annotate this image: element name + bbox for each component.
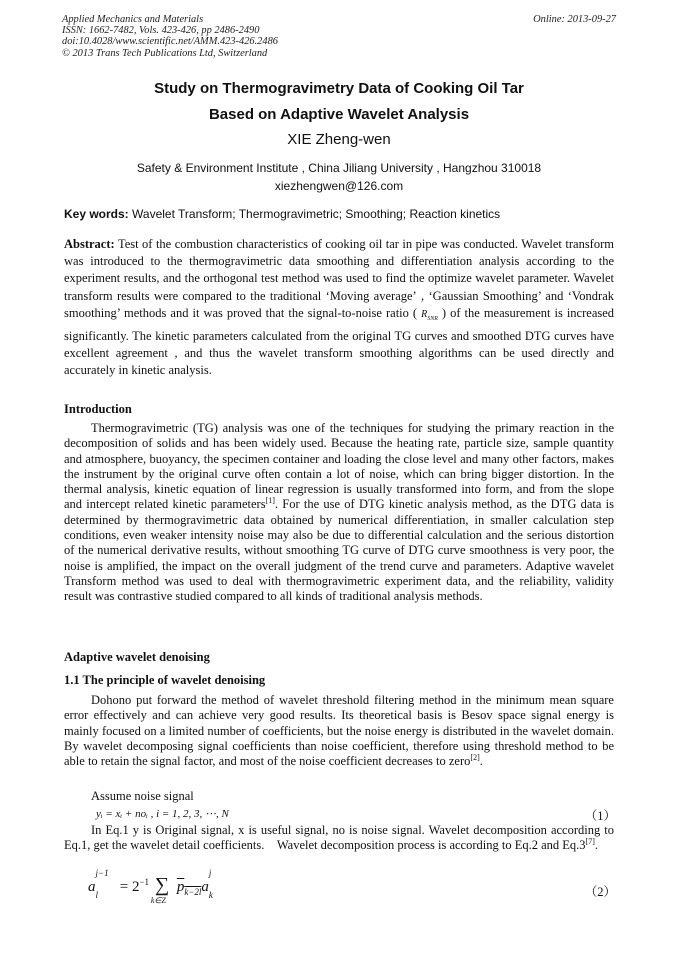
citation-7: [7]: [585, 837, 595, 847]
issn-line: ISSN: 1662-7482, Vols. 423-426, pp 2486-2490: [62, 25, 260, 37]
principle-paragraph: Dohono put forward the method of wavelet threshold filtering method in the minimum mean square error effectively and can achieve very good results. Its theoretical basis is Besov space signal energy is mainly focused on a limited number of coefficients, but the noise energy is distributed in the wavelet domain. By wavelet decomposing signal coefficients than noise coefficient, therefore using threshold method to be able to retain the signal factor, and most of the noise coefficient decreases to zero[2].: [64, 693, 614, 769]
decomposition-paragraph: In Eq.1 y is Original signal, x is useful signal, no is noise signal. Wavelet decomposition according to Eq.1, get the wavelet detail coefficients. Wavelet decomposition process is according to Eq.2 and Eq.3[7].: [64, 823, 614, 853]
equation-1-number: （1）: [584, 809, 616, 823]
abstract-text-2: ) of the measurement is increased significantly. The kinetic parameters calculated from the original TG curves and smoothed DTG curves have excellent agreement , and thus the wavelet transform smoothing algorithms can be used directly and accurately in kinetic analysis.: [64, 305, 615, 378]
abstract-label: Abstract:: [64, 237, 115, 251]
author-name: XIE Zheng-wen: [287, 131, 391, 148]
doi-line: doi:10.4028/www.scientific.net/AMM.423-426.2486: [62, 36, 278, 48]
equation-1: [64, 806, 616, 821]
paper-title-line-2: Based on Adaptive Wavelet Analysis: [208, 106, 470, 123]
author-email: xiezhengwen@126.com: [274, 179, 404, 193]
paper-title-line-1: Study on Thermogravimetry Data of Cooking Oil Tar: [154, 80, 524, 97]
journal-header: [62, 14, 278, 59]
section-heading-wavelet-denoising: Adaptive wavelet denoising: [64, 650, 210, 664]
intro-text-2: . For the use of DTG kinetic analysis method, as the DTG data is determined by thermogravimetric data obtained by numerical differentiation, in smaller calculation step conditions, even weaker intensity noise may also be due to differential calculation and the serious distortion of the numerical derivative results, without smoothing TG curve of DTG curve smoothness is very poor, the noise is amplified, the impact on the overall judgment of the trend curve and parameters. Adaptive wavelet Transform method was used to deal with thermogravimetric experiment data, and the reliability, validity result was contrastive studied compared to all kinds of traditional analysis methods.: [64, 497, 615, 604]
introduction-heading: Introduction: [64, 402, 132, 416]
introduction-paragraph: [64, 421, 614, 605]
snr-symbol: $R_{SNR}$: [421, 308, 438, 322]
equation-2: [64, 868, 616, 908]
affiliation: Safety & Environment Institute , China Jiliang University , Hangzhou 310018: [136, 161, 542, 175]
equation-2-number: （2）: [584, 885, 616, 899]
citation-2: [2]: [470, 753, 480, 763]
conjugate-coefficient: $p_{k-2l}$: [176, 879, 202, 897]
equation-2-body: a j−1 $_l = 2^{-1}$ ∑ k∈Z $p_{k-2l}a$ j $_k$: [88, 868, 213, 905]
keywords: [64, 207, 616, 221]
copyright-line: © 2013 Trans Tech Publications Ltd, Switzerland: [62, 47, 268, 59]
abstract: [64, 236, 614, 380]
assume-noise-signal: Assume noise signal: [91, 789, 194, 803]
sigma-symbol: ∑ k∈Z: [150, 874, 170, 905]
journal-name: Applied Mechanics and Materials: [62, 14, 204, 25]
principle-text: Dohono put forward the method of wavelet threshold filtering method in the minimum mean square error effectively and can achieve very good results. Its theoretical basis is Besov space signal energy is mainly focused on a limited number of coefficients, but the noise energy is distributed in the wavelet domain. By wavelet decomposing signal coefficients than noise coefficient, therefore using threshold method to be able to retain the signal factor, and most of the noise coefficient decreases to zero: [64, 693, 614, 769]
citation-1: [1]: [265, 496, 275, 506]
intro-text-1: Thermogravimetric (TG) analysis was one of the techniques for studying the primary reaction in the decomposition of solids and has been widely used. Because the heating rate, particle size, sample quantity and atmosphere, buoyancy, the specimen container and loading the close level and many other factors, makes the instrument by the original curve often contain a lot of noise, which can bring bigger distortion. In the thermal analysis, kinetic equation of linear regression is usually transformed into form, and from the slope and intercept related kinetic parameters: [64, 421, 614, 512]
keywords-text: Wavelet Transform; Thermogravimetric; Smoothing; Reaction kinetics: [132, 207, 501, 221]
subsection-heading-principle: 1.1 The principle of wavelet denoising: [64, 673, 266, 687]
abstract-text-1: Test of the combustion characteristics of cooking oil tar in pipe was conducted. Wavelet transform was introduced to the thermogravimetric data smoothing and differentiation analysis according to the experiment results, and the orthogonal test method was used to find the optimize wavelet parameter. Wavelet transform results were compared to the traditional ‘Moving average’ , ‘Gaussian Smoothing’ and ‘Vondrak smoothing’ methods and it was proved that the signal-to-noise ratio (: [64, 237, 614, 320]
equation-1-body: yᵢ = xᵢ + noᵢ , i = 1, 2, 3, ⋯, N: [96, 808, 229, 820]
keywords-label: Key words:: [64, 207, 129, 221]
decomposition-text: In Eq.1 y is Original signal, x is useful signal, no is noise signal. Wavelet decomposition according to Eq.1, get the wavelet detail coefficients. Wavelet decomposition process is according to Eq.2 and Eq.3: [64, 823, 614, 853]
online-date: Online: 2013-09-27: [533, 14, 616, 25]
